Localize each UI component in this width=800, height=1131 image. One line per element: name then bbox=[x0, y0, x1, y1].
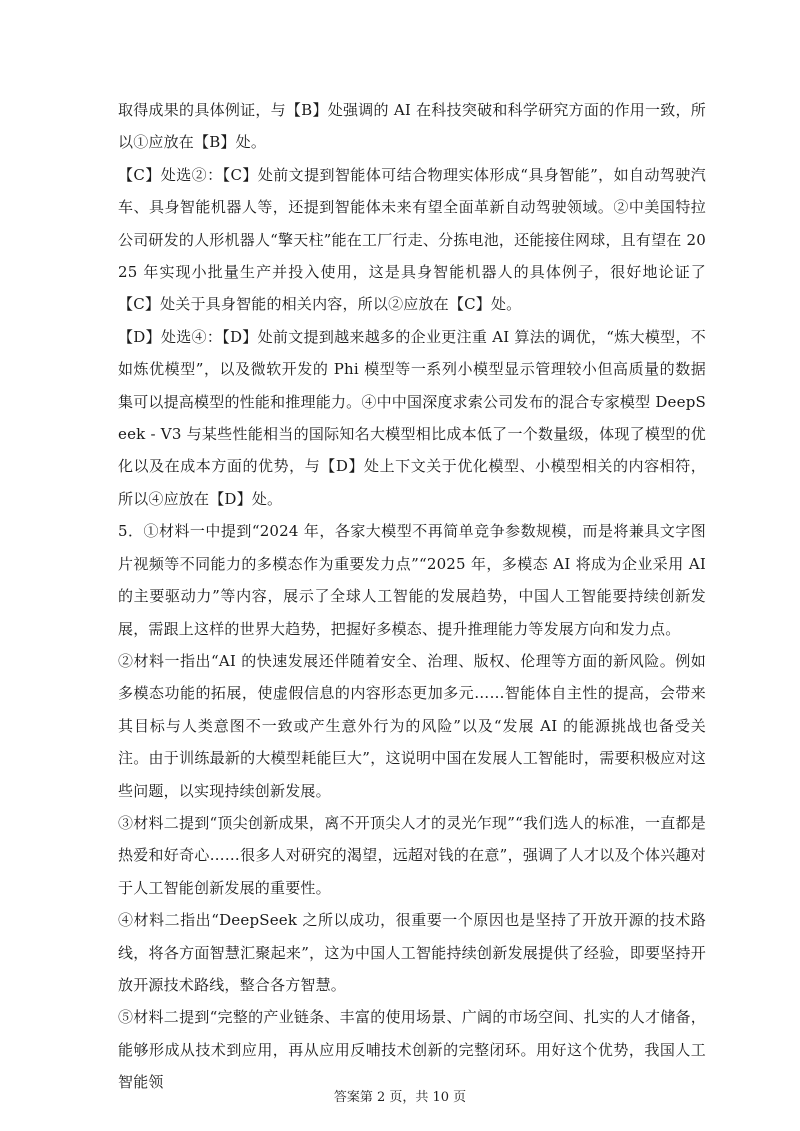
question-5-point-2: ②材料一指出“AI 的快速发展还伴随着安全、治理、版权、伦理等方面的新风险。例如多模态功能的拓展，使虚假信息的内容形态更加多元……智能体自主性的提高，会带来其目标与人类意图不一致或产生意外行为的风险”以及“发展 AI 的能源挑战也备受关注。由于训练最新的大模型耗能巨大”，这说明中国在发展人工智能时，需要积极应对这些问题，以实现持续创新发展。 bbox=[118, 651, 706, 800]
answer-content bbox=[118, 94, 706, 1099]
question-5-point-1: 5．①材料一中提到“2024 年，各家大模型不再简单竞争参数规模，而是将兼具文字图片视频等不同能力的多模态作为重要发力点”“2025 年，多模态 AI 将成为企业采用 AI 的主要驱动力”等内容，展示了全球人工智能的发展趋势，中国人工智能要持续创新发展，需跟上这样的世界大趋势，把握好多模态、提升推理能力等发展方向和发力点。 bbox=[118, 522, 706, 638]
question-5-point-5: ⑤材料二提到“完整的产业链条、丰富的使用场景、广阔的市场空间、扎实的人才储备，能够形成从技术到应用，再从应用反哺技术创新的完整闭环。用好这个优势，我国人工智能领 bbox=[118, 1008, 706, 1092]
question-5-point-3: ③材料二提到“顶尖创新成果，离不开顶尖人才的灵光乍现”“我们选人的标准，一直都是热爱和好奇心……很多人对研究的渴望，远超对钱的在意”，强调了人才以及个体兴趣对于人工智能创新发展的重要性。 bbox=[118, 813, 706, 897]
paragraph-d-answer: 【D】处选④：【D】处前文提到越来越多的企业更注重 AI 算法的调优，“炼大模型，不如炼优模型”，以及微软开发的 Phi 模型等一系列小模型显示管理较小但高质量的数据集可以提高模型的性能和推理能力。④中中国深度求索公司发布的混合专家模型 DeepSeek - V3 与某些性能相当的国际知名大模型相比成本低了一个数量级，体现了模型的优化以及在成本方面的优势，与【D】处上下文关于优化模型、小模型相关的内容相符，所以④应放在【D】处。 bbox=[118, 327, 706, 508]
paragraph-c-answer: 【C】处选②：【C】处前文提到智能体可结合物理实体形成“具身智能”，如自动驾驶汽车、具身智能机器人等，还提到智能体未来有望全面革新自动驾驶领域。②中美国特拉公司研发的人形机器人“擎天柱”能在工厂行走、分拣电池，还能接住网球，且有望在 2025 年实现小批量生产并投入使用，这是具身智能机器人的具体例子，很好地论证了【C】处关于具身智能的相关内容，所以②应放在【C】处。 bbox=[118, 165, 706, 314]
page-footer: 答案第 2 页，共 10 页 bbox=[333, 1090, 467, 1105]
question-5-point-4: ④材料二指出“DeepSeek 之所以成功，很重要一个原因也是坚持了开放开源的技术路线，将各方面智慧汇聚起来”，这为中国人工智能持续创新发展提供了经验，即要坚持开放开源技术路线，整合各方智慧。 bbox=[118, 911, 706, 994]
paragraph-b-continuation: 取得成果的具体例证，与【B】处强调的 AI 在科技突破和科学研究方面的作用一致，所以①应放在【B】处。 bbox=[118, 101, 706, 152]
